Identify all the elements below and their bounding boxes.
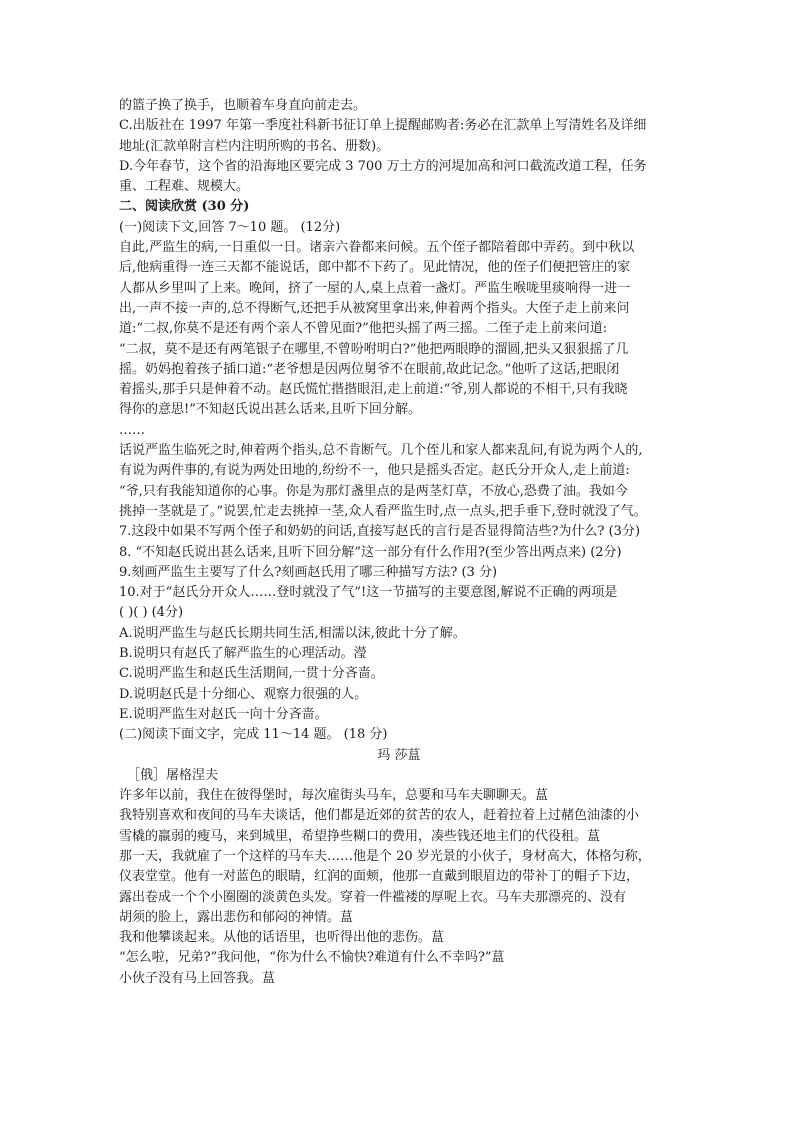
text-line: 出,一声不接一声的,总不得断气,还把手从被窝里拿出来,伸着两个指头。大侄子走上前来问 (119, 300, 630, 316)
story-title: 玛 莎蒀 (377, 747, 421, 763)
text-line: 10.对于“赵氏分开众人……登时就没了气”!这一节描写的主要意图,解说不正确的两项是 (119, 585, 618, 601)
text-line: 着摇头,那手只是伸着不动。赵氏慌忙揩揩眼泪,走上前道:“爷,别人都说的不相干,只有我晓 (119, 382, 628, 398)
text-line: D.今年春节，这个省的沿海地区要完成 3 700 万土方的河堤加高和河口截流改道工程，任务 (119, 158, 647, 174)
text-line: 小伙子没有马上回答我。蒀 (119, 970, 276, 986)
text-line: 的篮子换了换手，也顺着车身直向前走去。 (119, 98, 367, 113)
text-line: D.说明赵氏是十分细心、观察力很强的人。 (119, 686, 368, 702)
text-line: 许多年以前，我住在彼得堡时，每次雇街头马车，总要和马车夫聊聊天。蒀 (119, 788, 549, 804)
text-line: (一)阅读下文,回答 7～10 题。 (12分) (119, 219, 341, 235)
text-line: (二)阅读下面文字，完成 11～14 题。 (18 分) (119, 727, 388, 743)
document-page (119, 96, 679, 989)
text-line: 我特别喜欢和夜间的马车夫谈话，他们都是近郊的贫苦的农人，赶着拉着上过赭色油漆的小 (119, 808, 640, 824)
text-line: 道:“二叔,你莫不是还有两个亲人不曾见面?”他把头摇了两三摇。二侄子走上前来问道: (119, 321, 608, 337)
text-line: 自此,严监生的病,一日重似一日。诸亲六眷都来问候。五个侄子都陪着郎中弄药。到中秋以 (119, 240, 635, 256)
text-line: C.说明严监生和赵氏生活期间,一贯十分吝啬。 (119, 666, 384, 682)
text-line: “二叔，莫不是还有两笔银子在哪里,不曾吩咐明白?”他把两眼睁的溜圆,把头又狠狠摇了几 (119, 341, 629, 357)
text-line: 8. “不知赵氏说出甚么话来,且听下回分解”这一部分有什么作用?(至少答出两点来) (2分) (119, 544, 622, 560)
text-line: 那一天，我就雇了一个这样的马车夫……他是个 20 岁光景的小伙子，身材高大，体格匀称， (119, 848, 651, 864)
text-line: 摇。奶妈抱着孩子插口道:“老爷想是因两位舅爷不在眼前,故此记念。”他听了这话,把眼闭 (119, 361, 620, 377)
text-line: …… (119, 422, 145, 438)
text-line: 话说严监生临死之时,伸着两个指头,总不肯断气。几个侄儿和家人都来乱问,有说为两个人的, (119, 443, 643, 459)
text-line: 人都从乡里叫了上来。晚间，挤了一屋的人,桌上点着一盏灯。严监生喉咙里痰响得一进一 (119, 280, 631, 296)
section-heading: 二、阅读欣赏 (30 分) (119, 199, 250, 215)
text-line: 得你的意思!”不知赵氏说出甚么话来,且听下回分解。 (119, 402, 422, 418)
text-line: E.说明严监生对赵氏一向十分吝啬。 (119, 706, 328, 722)
text-line: 我和他攀谈起来。从他的话语里，也听得出他的悲伤。蒀 (119, 930, 445, 946)
text-line: 7.这段中如果不写两个侄子和奶奶的问话,直接写赵氏的言行是否显得简洁些?为什么? (3分) (119, 524, 641, 540)
text-line: B.说明只有赵氏了解严监生的心理活动。瀅 (119, 646, 367, 662)
text-line: 9.刻画严监生主要写了什么?刻画赵氏用了哪三种描写方法? (3 分) (119, 564, 498, 580)
text-line: 地址(汇款单附言栏内注明所购的书名、册数)。 (119, 138, 390, 154)
story-author: ［俄］屠格涅夫 (127, 767, 219, 783)
text-line: 有说为两件事的,有说为两处田地的,纷纷不一，他只是摇头否定。赵氏分开众人,走上前道: (119, 463, 630, 479)
text-line: 露出卷成一个个小圈圈的淡黄色头发。穿着一件褴褛的厚呢上衣。马车夫那漂亮的、没有 (119, 889, 627, 905)
text-line: “爷,只有我能知道你的心事。你是为那灯盏里点的是两茎灯草，不放心,恐费了油。我如今 (119, 483, 628, 499)
text-line: 后,他病重得一连三天都不能说话，郎中都不下药了。见此情况，他的侄子们便把管庄的家 (119, 260, 631, 276)
text-line: A.说明严监生与赵氏长期共同生活,相濡以沫,彼此十分了解。 (119, 625, 466, 641)
text-line: “怎么啦，兄弟?”我问他，“你为什么不愉快?难道有什么不幸吗?”蒀 (119, 950, 505, 966)
text-line: 重、工程难、规模大。 (119, 179, 250, 195)
text-line: 胡须的脸上，露出悲伤和郁闷的神情。蒀 (119, 909, 354, 925)
text-line: 仪表堂堂。他有一对蓝色的眼睛，红润的面颊，他那一直戴到眼眉边的带补丁的帽子下边， (119, 869, 640, 885)
text-line: ( )( ) (4分) (119, 605, 184, 621)
text-line: 挑掉一茎就是了。”说罢,忙走去挑掉一茎,众人看严监生时,点一点头,把手垂下,登时就没了气。 (119, 503, 647, 519)
text-line: 雪橇的羸弱的瘦马，来到城里，希望挣些糊口的费用，凑些钱还地主们的代役租。蒀 (119, 828, 601, 844)
text-line: C.出版社在 1997 年第一季度社科新书征订单上提醒邮购者:务必在汇款单上写清姓名及详细 (119, 118, 647, 134)
